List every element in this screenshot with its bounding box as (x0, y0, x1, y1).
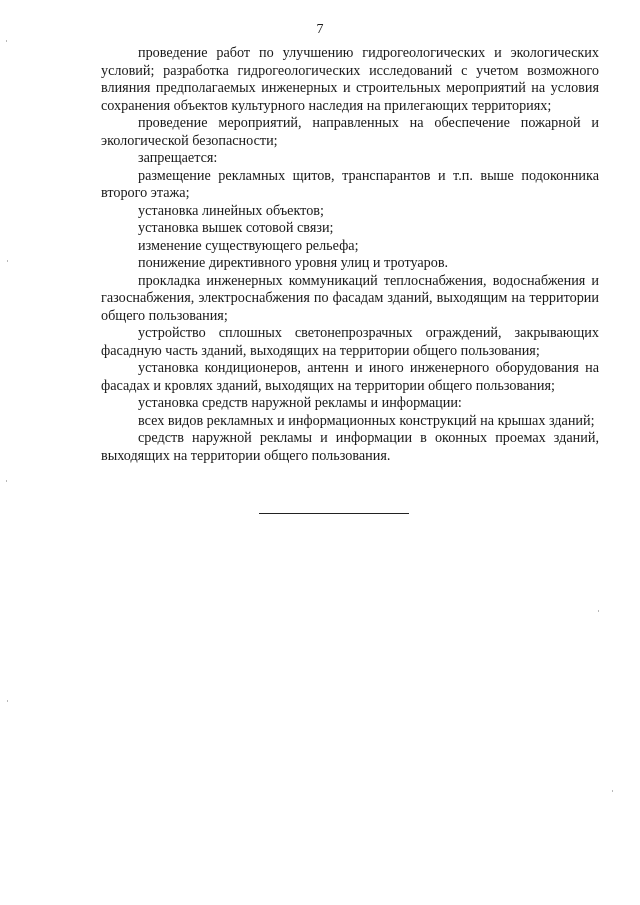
scan-speck (6, 40, 7, 42)
scan-speck (612, 790, 613, 792)
paragraph: средств наружной рекламы и информации в оконных проемах зданий, выходящих на территории общего пользования. (101, 430, 599, 464)
paragraph: всех видов рекламных и информационных конструкций на крышах зданий; (138, 412, 595, 429)
paragraph: устройство сплошных светонепрозрачных ограждений, закрывающих фасадную часть зданий, выходящих на территории общего пользования; (101, 325, 599, 359)
scan-speck (7, 260, 8, 262)
paragraph: прокладка инженерных коммуникаций теплоснабжения, водоснабжения и газоснабжения, электроснабжения по фасадам зданий, выходящим на территории общего пользования; (101, 272, 599, 324)
paragraph: проведение мероприятий, направленных на обеспечение пожарной и экологической безопасности; (101, 115, 599, 149)
paragraph: проведение работ по улучшению гидрогеологических и экологических условий; разработка гидрогеологических исследований с учетом возможного влияния предполагаемых инженерных и строительных мероприятий на условия сохранения объектов культурного наследия на прилегающих территориях; (101, 45, 599, 114)
paragraph: понижение директивного уровня улиц и тротуаров. (138, 255, 449, 271)
scan-speck (7, 700, 8, 702)
paragraph: установка средств наружной рекламы и информации: (138, 395, 462, 411)
end-divider-line (259, 513, 409, 514)
document-body (101, 45, 599, 465)
paragraph: размещение рекламных щитов, транспарантов и т.п. выше подоконника второго этажа; (101, 167, 599, 201)
scan-speck (598, 610, 599, 612)
paragraph: установка линейных объектов; (138, 202, 324, 219)
paragraph: установка вышек сотовой связи; (138, 220, 334, 236)
paragraph: установка кондиционеров, антенн и иного инженерного оборудования на фасадах и кровлях зданий, выходящих на территории общего пользования; (101, 360, 599, 394)
page-number: 7 (316, 22, 324, 37)
paragraph: запрещается: (138, 150, 218, 166)
scan-speck (6, 480, 7, 482)
paragraph: изменение существующего рельефа; (138, 237, 359, 254)
